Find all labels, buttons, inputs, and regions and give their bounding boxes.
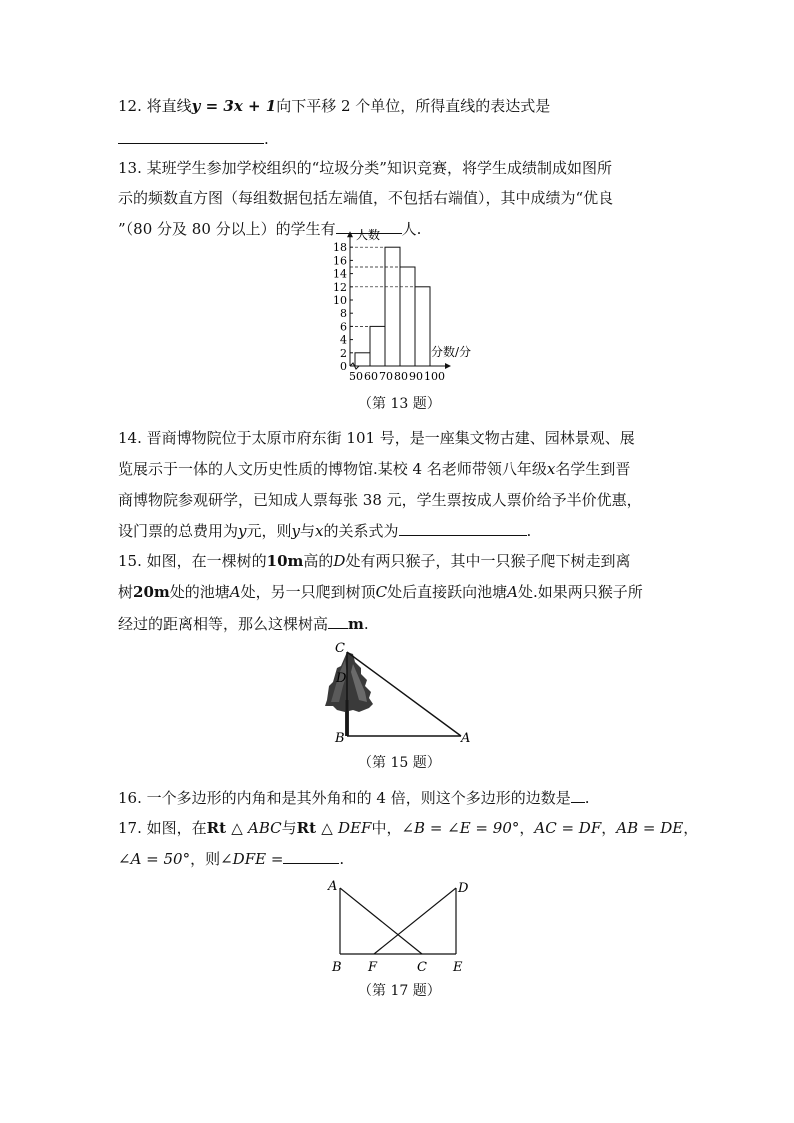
q14-text-4a: 设门票的总费用为 — [118, 522, 239, 540]
label-c: C — [335, 641, 345, 656]
label-a: A — [328, 879, 338, 894]
q14-var-x: x — [546, 460, 556, 478]
q13-text-3a: ”（80 分及 80 分以上）的学生有 — [118, 220, 336, 238]
q14-text-4d: 的关系式为 — [323, 522, 399, 540]
x-tick-label: 100 — [424, 370, 445, 383]
q16-number: 16. — [118, 789, 142, 807]
x-axis-arrow — [445, 363, 451, 369]
q12-line1 — [118, 96, 550, 116]
q15-distance-20m: 20m — [133, 583, 170, 601]
q17-text-1c: 中， — [371, 819, 402, 837]
q13-caption: （第 13 题） — [358, 396, 441, 412]
y-tick-label: 14 — [333, 267, 347, 281]
q15-text-1a: 如图，在一棵树的 — [146, 552, 267, 570]
histogram-bar — [400, 267, 415, 366]
q17-ask: ∠DFE = — [220, 850, 284, 868]
q12-expression: y = 3x + 1 — [191, 97, 277, 115]
y-tick-label: 4 — [340, 333, 347, 347]
q15-line3 — [118, 613, 369, 634]
q17-rt1: Rt △ — [206, 819, 249, 837]
q17-sep-3: ， — [683, 819, 699, 837]
q12-answer-blank — [118, 128, 264, 144]
tree-triangle-figure — [325, 640, 475, 748]
q15-point-c: C — [375, 583, 388, 601]
q14-answer-blank — [399, 520, 527, 536]
q17-text-1a: 如图，在 — [146, 819, 207, 837]
q12-text-after: 向下平移 2 个单位，所得直线的表达式是 — [276, 97, 551, 115]
q14-text-3: 商博物院参观研学，已知成人票每张 38 元，学生票按成人票价给予半价优惠， — [118, 491, 642, 509]
q12-end: . — [264, 130, 269, 148]
q16-end: . — [584, 789, 590, 807]
y-tick-label: 16 — [333, 254, 347, 268]
label-b: B — [332, 960, 342, 975]
label-f: F — [368, 960, 378, 975]
q15-line2 — [118, 582, 643, 602]
q17-cond-angle-a: ∠A = 50° — [118, 850, 191, 868]
histogram-bar — [415, 287, 430, 366]
q15-answer-blank — [328, 613, 348, 629]
q14-line2 — [118, 459, 630, 479]
label-b: B — [335, 731, 345, 746]
y-axis-label: 人数 — [356, 228, 381, 243]
x-tick-label: 90 — [409, 370, 423, 383]
q17-text-2b: ，则 — [190, 850, 221, 868]
q15-end: . — [363, 615, 369, 633]
q13-number: 13. — [118, 159, 142, 177]
q17-cond-angles: ∠B = ∠E = 90° — [401, 819, 520, 837]
label-d: D — [458, 881, 469, 896]
q17-number: 17. — [118, 819, 142, 837]
q14-var-x2: x — [315, 522, 324, 540]
q15-text-2b: 处的池塘 — [169, 583, 230, 601]
q12-number: 12. — [118, 97, 142, 115]
q15-number: 15. — [118, 552, 142, 570]
q15-line1 — [118, 551, 630, 571]
q12-text-before: 将直线 — [146, 97, 192, 115]
q17-text-1b: 与 — [281, 819, 297, 837]
q15-point-a2: A — [507, 583, 518, 601]
y-tick-label: 0 — [340, 360, 347, 373]
x-tick-label: 50 — [349, 370, 363, 383]
q15-text-1b: 高的 — [303, 552, 334, 570]
q15-point-a: A — [229, 583, 241, 601]
segment-ac — [340, 888, 422, 954]
q17-answer-blank — [283, 848, 339, 864]
q13-text-1: 某班学生参加学校组织的“垃圾分类”知识竞赛，将学生成绩制成如图所 — [146, 159, 612, 177]
q17-abc: ABC — [248, 819, 282, 837]
y-tick-label: 10 — [333, 294, 347, 307]
q15-height-10m: 10m — [266, 552, 304, 570]
q14-line1 — [118, 428, 635, 448]
q17-sep-1: ， — [519, 819, 535, 837]
q17-line2 — [118, 848, 344, 869]
q16-text: 一个多边形的内角和是其外角和的 4 倍，则这个多边形的边数是 — [146, 789, 571, 807]
q14-number: 14. — [118, 429, 142, 447]
histogram-bar — [370, 326, 385, 366]
segment-df — [374, 888, 456, 954]
x-tick-label: 70 — [379, 370, 393, 383]
y-tick-label: 6 — [340, 320, 347, 334]
q17-caption: （第 17 题） — [358, 983, 441, 999]
label-a: A — [461, 731, 471, 746]
q17-line1 — [118, 818, 698, 838]
q17-cond-ab-de: AB = DE — [616, 819, 684, 837]
q17-rt2: Rt △ — [296, 819, 339, 837]
q14-text-2b: 名学生到晋 — [555, 460, 631, 478]
tree-icon — [325, 652, 373, 736]
q15-point-d: D — [333, 552, 346, 570]
q15-text-2c: 处，另一只爬到树顶 — [240, 583, 376, 601]
q14-var-y2: y — [291, 522, 300, 540]
q15-text-2a: 树 — [118, 583, 134, 601]
q12-line2 — [118, 128, 269, 149]
q14-text-4c: 与 — [300, 522, 316, 540]
x-axis-label: 分数/分 — [431, 345, 472, 359]
label-d: D — [336, 671, 347, 686]
q14-line3 — [118, 490, 642, 510]
q14-text-1: 晋商博物院位于太原市府东街 101 号，是一座集文物古建、园林景观、展 — [146, 429, 635, 447]
q16-line1 — [118, 787, 590, 808]
y-tick-label: 12 — [333, 280, 347, 294]
q14-text-2a: 览展示于一体的人文历史性质的博物馆.某校 4 名老师带领八年级 — [118, 460, 547, 478]
q17-cond-ac-df: AC = DF — [534, 819, 602, 837]
histogram-bar — [355, 353, 370, 366]
q15-text-2d: 处后直接跃向池塘 — [387, 583, 508, 601]
q15-caption: （第 15 题） — [358, 755, 441, 771]
q14-var-y: y — [238, 522, 247, 540]
y-tick-label: 2 — [340, 346, 347, 360]
q13-text-2: 示的频数直方图（每组数据包括左端值，不包括右端值），其中成绩为“优良 — [118, 189, 614, 207]
q17-def: DEF — [338, 819, 372, 837]
q15-text-1c: 处有两只猴子，其中一只猴子爬下树走到离 — [345, 552, 631, 570]
q13-line2 — [118, 188, 613, 208]
q14-text-4b: 元，则 — [246, 522, 292, 540]
y-tick-label: 18 — [333, 241, 347, 255]
q16-answer-blank — [571, 787, 585, 803]
q17-end: . — [339, 850, 345, 868]
q15-text-2e: 处.如果两只猴子所 — [517, 583, 643, 601]
histogram-bar — [385, 247, 400, 366]
q13-text-3b: 人. — [401, 220, 422, 238]
histogram-chart — [300, 228, 500, 386]
label-e: E — [453, 960, 463, 975]
q14-end: . — [526, 522, 532, 540]
q13-line1 — [118, 158, 612, 178]
label-c: C — [417, 960, 427, 975]
y-tick-label: 8 — [340, 307, 347, 321]
q14-line4 — [118, 520, 531, 541]
q17-sep-2: ， — [601, 819, 617, 837]
two-triangles-figure — [322, 874, 472, 976]
q15-unit-m: m — [348, 615, 364, 633]
x-tick-label: 80 — [394, 370, 408, 383]
x-tick-label: 60 — [364, 370, 378, 383]
q15-text-3a: 经过的距离相等，那么这棵树高 — [118, 615, 329, 633]
